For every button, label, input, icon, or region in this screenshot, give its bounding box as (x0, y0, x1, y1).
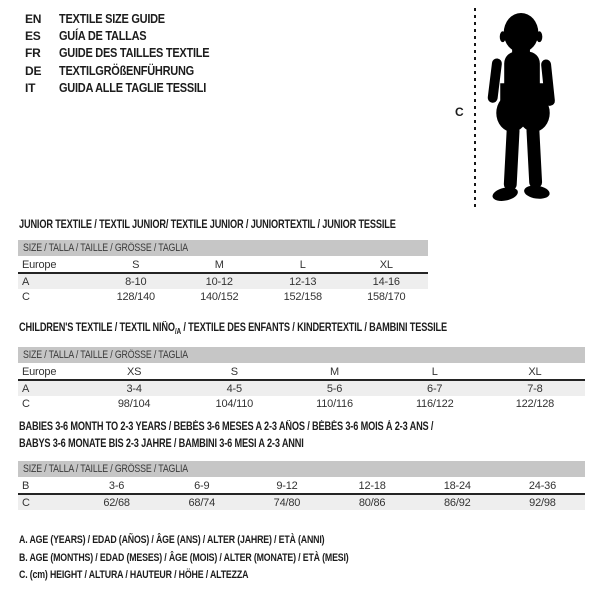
language-row-de (25, 62, 230, 79)
section-title-children-text (19, 320, 447, 338)
language-code: ES (25, 28, 41, 43)
height-cell: 80/86 (358, 496, 386, 509)
section-title-junior (19, 217, 490, 234)
section-title-babies-line1: BABIES 3-6 MONTH TO 2-3 YEARS / BEBÉS 3-6 MESES A 2-3 AÑOS / BÉBÉS 3-6 MOIS À 2-3 ANS / (19, 421, 434, 433)
footnote-text: C. (cm) HEIGHT / ALTURA / HAUTEUR / HÖHE / ALTEZZA (19, 569, 249, 581)
language-row-it (25, 79, 230, 96)
height-cell: 110/116 (316, 397, 353, 410)
size-cell: M (330, 365, 339, 378)
table-row-europe (18, 364, 585, 381)
height-cell: 128/140 (116, 290, 155, 303)
table-row-europe (18, 257, 428, 274)
size-cell: M (214, 258, 224, 271)
table-row-height (18, 495, 585, 510)
legend-footnotes (19, 532, 431, 585)
months-cell: 6-9 (194, 479, 210, 492)
size-header-label: SIZE / TALLA / TAILLE / GRÖSSE / TAGLIA (23, 463, 188, 475)
size-table-babies (18, 461, 585, 510)
age-cell: 7-8 (527, 382, 543, 395)
table-row-age (18, 381, 585, 396)
size-header-bar (18, 461, 585, 477)
size-cell: XL (528, 365, 542, 378)
guide-title-it: GUIDA ALLE TAGLIE TESSILI (59, 80, 207, 95)
guide-title-es: GUÍA DE TALLAS (59, 28, 147, 43)
language-code: IT (25, 80, 36, 95)
months-cell: 24-36 (528, 479, 557, 492)
age-cell: 12-13 (289, 275, 317, 288)
height-cell: 92/98 (529, 496, 556, 509)
height-dotted-line (474, 8, 476, 210)
language-row-es (25, 27, 230, 44)
guide-title-en: TEXTILE SIZE GUIDE (59, 11, 165, 26)
height-cell: 140/152 (200, 290, 239, 303)
baby-silhouette-icon (478, 10, 570, 208)
row-label: C (22, 496, 30, 509)
row-label: C (22, 397, 30, 410)
size-cell: S (132, 258, 140, 271)
language-code: DE (25, 63, 42, 78)
table-row-height (18, 396, 585, 411)
height-cell: 152/158 (283, 290, 322, 303)
months-cell: 18-24 (443, 479, 471, 492)
size-cell: S (230, 365, 238, 378)
size-cell: L (431, 365, 438, 378)
size-table-junior (18, 240, 428, 304)
section-title-babies-line2: BABYS 3-6 MONATE BIS 2-3 JAHRE / BAMBINI 3-6 MESI A 2-3 ANNI (19, 437, 304, 450)
row-label: Europe (22, 365, 57, 378)
section-title-junior-text: JUNIOR TEXTILE / TEXTIL JUNIOR/ TEXTILE JUNIOR / JUNIORTEXTIL / JUNIOR TESSILE (19, 219, 396, 231)
title-subscript: /A (174, 326, 181, 336)
row-label: A (22, 382, 30, 395)
size-header-bar (18, 347, 585, 363)
footnote-height-cm (19, 567, 431, 585)
row-label: Europe (22, 258, 57, 271)
height-cell: 68/74 (188, 496, 216, 509)
height-cell: 122/128 (515, 397, 555, 410)
row-label: B (22, 479, 30, 492)
row-label: A (22, 275, 30, 288)
table-row-age (18, 274, 428, 289)
height-cell: 62/68 (103, 496, 130, 509)
height-measure-label: C (455, 105, 464, 119)
table-row-height (18, 289, 428, 304)
section-title-babies (19, 419, 537, 452)
height-cell: 98/104 (117, 397, 151, 410)
footnote-age-years (19, 532, 431, 550)
size-cell: L (299, 258, 306, 271)
height-cell: 104/110 (215, 397, 254, 410)
guide-title-fr: GUIDE DES TAILLES TEXTILE (59, 46, 210, 61)
size-cell: XL (379, 258, 393, 271)
section-title-children (19, 320, 554, 337)
size-header-label: SIZE / TALLA / TAILLE / GRÖSSE / TAGLIA (23, 349, 188, 361)
age-cell: 10-12 (205, 275, 233, 288)
height-cell: 86/92 (444, 496, 471, 509)
language-row-fr (25, 45, 230, 62)
language-code: EN (25, 11, 42, 26)
size-header-label: SIZE / TALLA / TAILLE / GRÖSSE / TAGLIA (23, 242, 188, 254)
footnote-age-months (19, 550, 431, 568)
footnote-text: A. AGE (YEARS) / EDAD (AÑOS) / ÂGE (ANS) / ALTER (JAHRE) / ETÀ (ANNI) (19, 534, 325, 546)
size-header-bar (18, 240, 428, 256)
months-cell: 3-6 (108, 479, 125, 492)
row-label: C (22, 290, 30, 303)
age-cell: 3-4 (126, 382, 142, 395)
age-cell: 8-10 (125, 275, 147, 288)
age-cell: 4-5 (226, 382, 242, 395)
language-row-en (25, 10, 230, 27)
language-title-list (25, 10, 230, 96)
footnote-text: B. AGE (MONTHS) / EDAD (MESES) / ÂGE (MOIS) / ALTER (MONATE) / ETÀ (MESI) (19, 551, 349, 564)
size-table-children (18, 347, 585, 411)
language-code: FR (25, 46, 41, 61)
height-cell: 74/80 (273, 496, 301, 509)
size-cell: XS (126, 365, 142, 378)
age-cell: 14-16 (372, 275, 400, 288)
title-post: / TEXTILE DES ENFANTS / KINDERTEXTIL / BAMBINI TESSILE (180, 322, 447, 334)
age-cell: 5-6 (326, 382, 343, 395)
height-cell: 158/170 (367, 290, 406, 303)
guide-title-de: TEXTILGRÖßENFÜHRUNG (59, 63, 194, 78)
months-cell: 9-12 (276, 479, 298, 492)
months-cell: 12-18 (358, 479, 386, 492)
height-cell: 116/122 (415, 397, 454, 410)
age-cell: 6-7 (427, 382, 443, 395)
title-pre: CHILDREN'S TEXTILE / TEXTIL NIÑO (19, 322, 175, 334)
table-row-months (18, 478, 585, 495)
